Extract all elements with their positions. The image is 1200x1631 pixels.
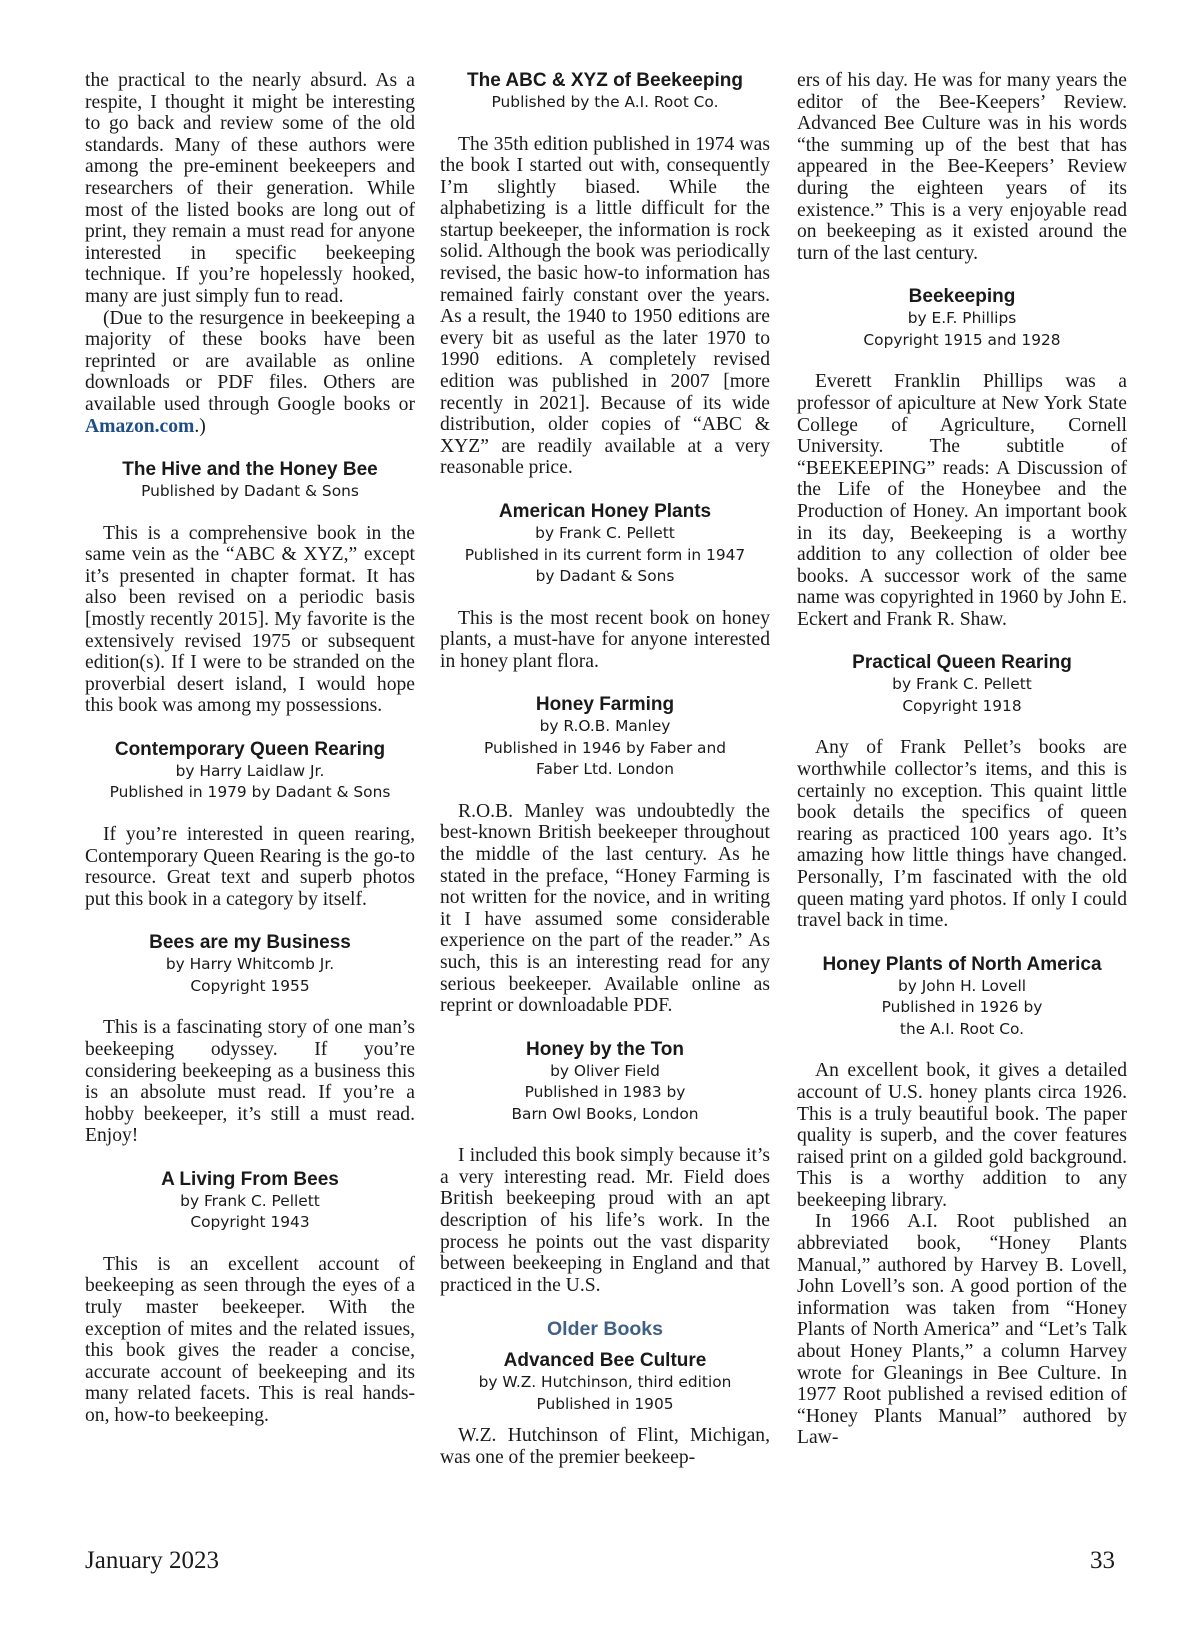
book-heading-honey-by-the-ton <box>440 1039 770 1126</box>
book-heading-contemporary-queen-rearing <box>85 739 415 804</box>
book-publisher: the A.I. Root Co. <box>899 1019 1025 1038</box>
book-review-paragraph: This is an excellent account of beekeeping as seen through the eyes of a truly master beekeeper. With the exception of mites and the related issues, this book gives the reader a concise, accurate account of beekeeping and its many related facets. This is real hands-on, how-to beekeeping. <box>85 1253 415 1427</box>
book-title: A Living From Bees <box>161 1168 339 1190</box>
book-publisher: Published by Dadant & Sons <box>141 482 359 501</box>
book-copyright: Copyright 1955 <box>190 976 310 995</box>
amazon-link[interactable]: Amazon.com <box>85 415 195 437</box>
book-title: Honey Plants of North America <box>822 953 1102 975</box>
reprint-note-text: (Due to the resurgence in beekeeping a majority of these books have been reprinted or are available as online downloads or PDF files. Others are available used through Google books or <box>85 307 415 415</box>
column-2 <box>440 70 770 1469</box>
reprint-note-end: .) <box>194 415 206 437</box>
book-review-paragraph: This is the most recent book on honey plants, a must-have for anyone interested in honey plant flora. <box>440 607 770 672</box>
book-heading-bees-are-my-business <box>85 932 415 997</box>
book-title: Beekeeping <box>908 286 1016 308</box>
book-publication-info: Published in 1946 by Faber and <box>483 738 727 757</box>
book-title: Bees are my Business <box>149 932 351 954</box>
book-title: Advanced Bee Culture <box>503 1350 707 1372</box>
book-heading-abc-xyz <box>440 70 770 114</box>
book-review-paragraph: R.O.B. Manley was undoubtedly the best-known British beekeeper throughout the middle of the last century. As he stated in the preface, “Honey Farming is not written for the novice, and in writing it I have assumed some considerable experience on the part of the reader.” As such, this is an interesting read for any serious beekeeper. Available online as reprint or downloadable PDF. <box>440 800 770 1017</box>
book-heading-advanced-bee-culture <box>440 1350 770 1415</box>
book-author: by Frank C. Pellett <box>892 675 1032 694</box>
section-title-older-books: Older Books <box>547 1318 663 1341</box>
book-author: by Frank C. Pellett <box>180 1191 320 1210</box>
book-publisher: by Dadant & Sons <box>535 567 675 585</box>
book-copyright: Copyright 1915 and 1928 <box>863 330 1061 349</box>
book-author: by W.Z. Hutchinson, third edition <box>478 1373 732 1392</box>
book-title: The ABC & XYZ of Beekeeping <box>467 70 743 91</box>
book-review-paragraph: An excellent book, it gives a detailed account of U.S. honey plants circa 1926. This is a truly beautiful book. The paper quality is superb, and the cover features raised print on a gilded gold background. This is a worthy addition to any beekeeping library. <box>797 1060 1127 1211</box>
book-review-paragraph: The 35th edition published in 1974 was the book I started out with, consequently I’m slightly biased. While the alphabetizing is a little difficult for the startup beekeeper, the information is rock solid. Although the book was periodically revised, the basic how-to information has remained fairly constant over the years. As a result, the 1940 to 1950 editions are every bit as useful as the later 1970 to 1990 editions. A completely revised edition was published in 2007 [more recently in 2021]. Because of its wide distribution, older copies of “ABC & XYZ” are readily available at a very reasonable price. <box>440 133 770 479</box>
footer-page-number: 33 <box>1090 1547 1115 1574</box>
book-heading-beekeeping <box>797 286 1127 351</box>
book-author: by R.O.B. Manley <box>539 717 671 736</box>
book-copyright: Copyright 1918 <box>902 696 1022 715</box>
book-author: by Harry Whitcomb Jr. <box>165 955 335 974</box>
book-review-paragraph: This is a comprehensive book in the same vein as the “ABC & XYZ,” except it’s presented in chapter format. It has also been revised on a periodic basis [mostly recently 2015]. My favorite is the extensively revised 1975 or subsequent edition(s). If I were to be stranded on the proverbial desert island, I would hope this book was among my possessions. <box>85 522 415 717</box>
column-3 <box>797 70 1127 1449</box>
book-review-paragraph: In 1966 A.I. Root published an abbreviated book, “Honey Plants Manual,” authored by Harvey B. Lovell, John Lovell’s son. A good portion of the information was taken from “Honey Plants of North America” and “Let’s Talk about Honey Plants,” a column Harvey wrote for Gleanings in Bee Culture. In 1977 Root published a revised edition of “Honey Plants Manual” authored by Law- <box>797 1211 1127 1449</box>
book-publisher: Faber Ltd. London <box>536 760 674 779</box>
book-title: Practical Queen Rearing <box>852 652 1072 674</box>
book-title: Honey Farming <box>535 694 675 716</box>
book-heading-honey-farming <box>440 694 770 781</box>
book-publisher: Published in 1979 by Dadant & Sons <box>109 783 391 802</box>
book-review-paragraph: Everett Franklin Phillips was a professor of apiculture at New York State College of Agriculture, Cornell University. The subtitle of “BEEKEEPING” reads: A Discussion of the Life of the Honeybee and the Production of Honey. An important book in its day, Beekeeping is a worthy addition to any collection of older bee books. A successor work of the same name was copyrighted in 1960 by John E. Eckert and Frank R. Shaw. <box>797 371 1127 630</box>
book-publication-info: Published in its current form in 1947 <box>464 545 746 564</box>
intro-paragraph: the practical to the nearly absurd. As a respite, I thought it might be interesting to go back and review some of the old standards. Many of these authors were among the pre-eminent beekeepers and researchers of their generation. While most of the listed books are long out of print, they remain a must read for anyone interested in specific beekeeping technique. If you’re hopelessly hooked, many are just simply fun to read. <box>85 70 415 307</box>
book-review-paragraph: I included this book simply because it’s a very interesting read. Mr. Field does British beekeeping proud with an apt description of his life’s work. In the process he points out the vast disparity between beekeeping in England and that practiced in the U.S. <box>440 1145 770 1296</box>
column-1 <box>85 70 415 1427</box>
book-publication-info: Published in 1983 by <box>524 1083 686 1102</box>
book-author: by Oliver Field <box>550 1061 660 1080</box>
book-publisher: Published by the A.I. Root Co. <box>491 93 719 111</box>
book-author: by John H. Lovell <box>897 976 1027 995</box>
book-heading-american-honey-plants <box>440 501 770 588</box>
book-review-paragraph: W.Z. Hutchinson of Flint, Michigan, was one of the premier beekeep- <box>440 1425 770 1468</box>
book-review-paragraph: If you’re interested in queen rearing, Contemporary Queen Rearing is the go-to resource. Great text and superb photos put this book in a category by itself. <box>85 823 415 910</box>
reprint-note-paragraph <box>85 308 415 438</box>
book-author: by E.F. Phillips <box>907 309 1017 328</box>
book-heading-honey-plants-of-north-america <box>797 954 1127 1041</box>
book-publisher: Barn Owl Books, London <box>511 1104 699 1123</box>
book-title: Honey by the Ton <box>526 1038 684 1060</box>
book-author: by Frank C. Pellett <box>535 524 675 542</box>
book-author: by Harry Laidlaw Jr. <box>175 761 325 780</box>
book-review-paragraph: This is a fascinating story of one man’s beekeeping odyssey. If you’re considering beekeeping as a business this is an absolute must read. If you’re a hobby beekeeper, it’s still a must read. Enjoy! <box>85 1017 415 1147</box>
book-heading-a-living-from-bees <box>85 1169 415 1234</box>
book-title: American Honey Plants <box>498 501 712 522</box>
book-copyright: Copyright 1943 <box>190 1213 310 1232</box>
book-title: The Hive and the Honey Bee <box>122 459 378 481</box>
book-publication-info: Published in 1926 by <box>881 998 1043 1017</box>
book-heading-hive-and-honey-bee <box>85 459 415 503</box>
book-title: Contemporary Queen Rearing <box>114 738 386 760</box>
footer-issue-date: January 2023 <box>85 1547 219 1574</box>
book-publication-info: Published in 1905 <box>536 1394 674 1413</box>
book-review-continued-paragraph: ers of his day. He was for many years the editor of the Bee-Keepers’ Review. Advanced Bee Culture was in his words “the summing up of the best that has appeared in the Bee-Keepers’ Review during the eighteen years of its existence.” This is a very enjoyable read on beekeeping as it existed around the turn of the last century. <box>797 70 1127 264</box>
book-heading-practical-queen-rearing <box>797 652 1127 717</box>
book-review-paragraph: Any of Frank Pellet’s books are worthwhile collector’s items, and this is certainly no exception. This quaint little book details the specifics of queen rearing as practiced 100 years ago. It’s amazing how little things have changed. Personally, I’m fascinated with the old queen mating yard photos. If only I could travel back in time. <box>797 737 1127 932</box>
